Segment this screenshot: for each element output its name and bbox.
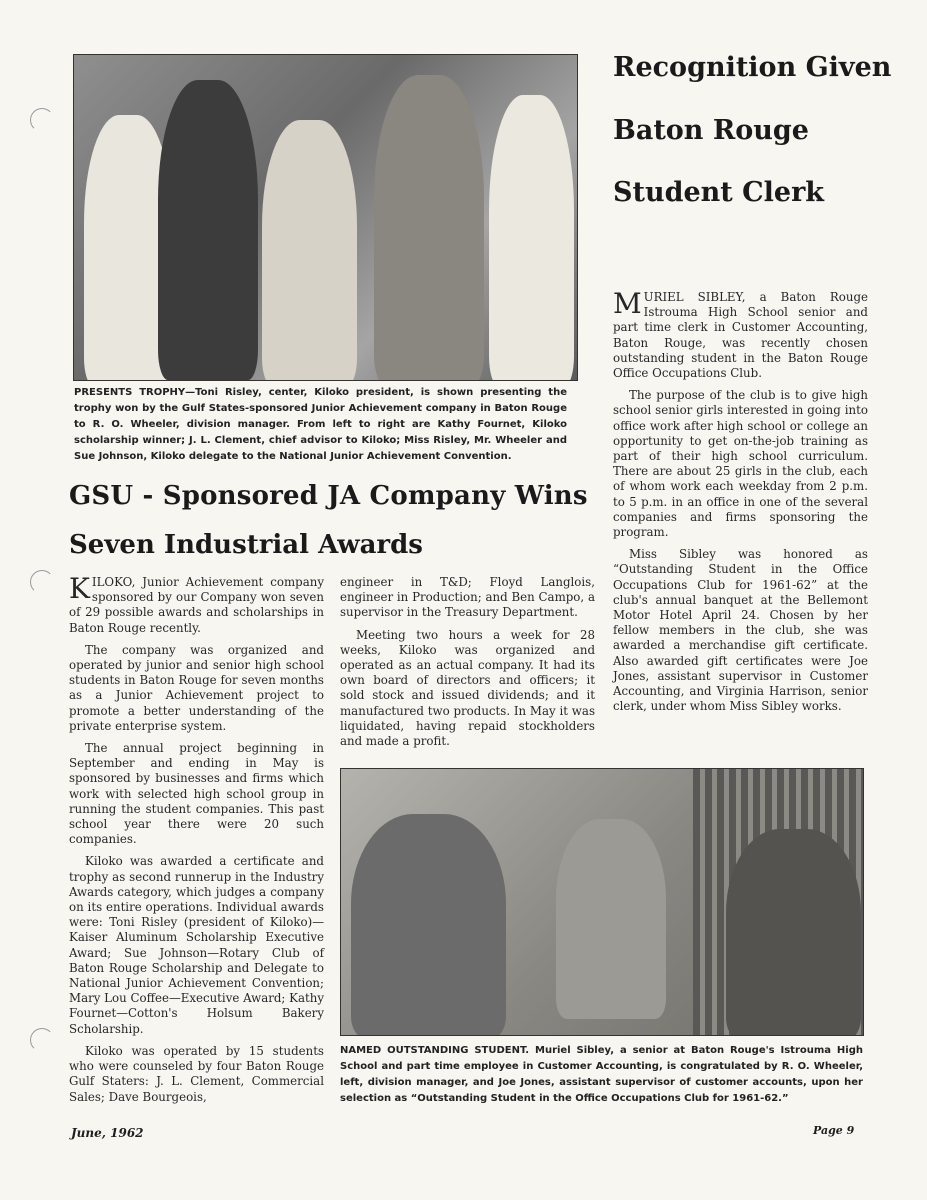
photo-trophy-caption: PRESENTS TROPHY—Toni Risley, center, Kiloko president, is shown presenting the trophy won by the Gulf States-sponsored Junior Achievement company in Baton Rouge to R. O. Wheeler, division manager. From left to right are Kathy Fournet, Kiloko scholarship winner; J. L. Clement, chief advisor to Kiloko; Miss Risley, Mr. Wheeler and Sue Johnson, Kiloko delegate to the National Junior Achievement Convention. xyxy=(74,387,567,462)
gsu-title-line-2: Seven Industrial Awards xyxy=(69,530,423,560)
photo-outstanding-student xyxy=(340,768,864,1036)
recognition-paragraph-2: The purpose of the club is to give high school senior girls interested in going into office work after high school or college an opportunity to get on-the-job training as part of their high school curriculum. There are about 25 girls in the club, each of whom work each weekday from 2 p.m. to 5 p.m. in an office in one of the several companies and firms sponsoring the program. xyxy=(613,388,868,540)
photo-trophy-presentation xyxy=(73,54,578,381)
gsu-paragraph-4: Kiloko was awarded a certificate and trophy as second runnerup in the Industry Awards category, which judges a company on its entire operations. Individual awards were: Toni Risley (president of Kiloko)—Kaiser Aluminum Scholarship Executive Award; Sue Johnson—Rotary Club of Baton Rouge Scholarship and Delegate to National Junior Achievement Convention; Mary Lou Coffee—Executive Award; Kathy Fournet—Cotton's Holsum Bakery Scholarship. xyxy=(69,854,324,1036)
recognition-paragraph-3: Miss Sibley was honored as “Outstanding Student in the Office Occupations Club for 1961-62” at the club's annual banquet at the Bellemont Motor Hotel April 24. Chosen by her fellow members in the club, she was awarded a merchandise gift certificate. Also awarded gift certificates were Joe Jones, assistant supervisor in Customer Accounting, and Virginia Harrison, senior clerk, under whom Miss Sibley works. xyxy=(613,547,868,714)
gsu-article-column-2 xyxy=(340,575,595,756)
footer-page-number: Page 9 xyxy=(813,1124,855,1137)
gsu-column-2-paragraph-2: Meeting two hours a week for 28 weeks, Kiloko was organized and operated as an actual company. It had its own board of directors and officers; it sold stock and issued dividends; and it manufactured two products. In May it was liquidated, having repaid stockholders and made a profit. xyxy=(340,627,595,749)
recognition-title-line-1: Recognition Given xyxy=(613,52,892,83)
recognition-title-line-2: Baton Rouge xyxy=(613,115,809,146)
drop-cap-m: M xyxy=(613,287,642,320)
recognition-article: MURIEL SIBLEY, a Baton Rouge Istrouma High School senior and part time clerk in Customer Accounting, Baton Rouge, was recently chosen outstanding student in the Baton Rouge Office Occupations Club. The purpose of the club is to give high school senior girls interested in going into office work after high school or college an opportunity to get on-the-job training as part of their high school curriculum. There are about 25 girls in the club, each of whom work each weekday from 2 p.m. to 5 p.m. in an office in one of the several companies and firms sponsoring the program. Miss Sibley was honored as “Outstanding Student in the Office Occupations Club for 1961-62” at the club's annual banquet at the Bellemont Motor Hotel April 24. Chosen by her fellow members in the club, she was awarded a merchandise gift certificate. Also awarded gift certificates were Joe Jones, assistant supervisor in Customer Accounting, and Virginia Harrison, senior clerk, under whom Miss Sibley works. xyxy=(613,287,868,714)
drop-cap-k: K xyxy=(69,572,90,605)
gsu-title-line-1: GSU - Sponsored JA Company Wins xyxy=(69,481,588,511)
gsu-column-2-paragraph-1: engineer in T&D; Floyd Langlois, engineer in Production; and Ben Campo, a supervisor in the Treasury Department. xyxy=(340,575,595,620)
binder-hole-middle xyxy=(30,570,54,594)
binder-hole-bottom xyxy=(30,1028,54,1052)
footer-date: June, 1962 xyxy=(71,1126,144,1140)
photo-outstanding-student-caption: NAMED OUTSTANDING STUDENT. Muriel Sibley, a senior at Baton Rouge's Istrouma High School and part time employee in Customer Accounting, is congratulated by R. O. Wheeler, left, division manager, and Joe Jones, assistant supervisor of customer accounts, upon her selection as “Outstanding Student in the Office Occupations Club for 1961-62.” xyxy=(340,1045,864,1104)
gsu-paragraph-3: The annual project beginning in September and ending in May is sponsored by businesses and firms which work with selected high school group in running the student companies. This past school year there were 20 such companies. xyxy=(69,741,324,847)
binder-hole-top xyxy=(30,108,54,132)
gsu-article-column-1: KILOKO, Junior Achievement company sponsored by our Company won seven of 29 possible awards and scholarships in Baton Rouge recently. The company was organized and operated by junior and senior high school students in Baton Rouge for seven months as a Junior Achievement project to promote a better understanding of the private enterprise system. The annual project beginning in September and ending in May is sponsored by businesses and firms which work with selected high school group in running the student companies. This past school year there were 20 such companies. Kiloko was awarded a certificate and trophy as second runnerup in the Industry Awards category, which judges a company on its entire operations. Individual awards were: Toni Risley (president of Kiloko)—Kaiser Aluminum Scholarship Executive Award; Sue Johnson—Rotary Club of Baton Rouge Scholarship and Delegate to National Junior Achievement Convention; Mary Lou Coffee—Executive Award; Kathy Fournet—Cotton's Holsum Bakery Scholarship. Kiloko was operated by 15 students who were counseled by four Baton Rouge Gulf Staters: J. L. Clement, Commercial Sales; Dave Bourgeois, xyxy=(69,572,324,1104)
gsu-paragraph-5: Kiloko was operated by 15 students who were counseled by four Baton Rouge Gulf Staters: J. L. Clement, Commercial Sales; Dave Bourgeois, xyxy=(69,1043,324,1104)
recognition-title-line-3: Student Clerk xyxy=(613,177,825,208)
gsu-paragraph-2: The company was organized and operated by junior and senior high school students in Baton Rouge for seven months as a Junior Achievement project to promote a better understanding of the private enterprise system. xyxy=(69,642,324,733)
